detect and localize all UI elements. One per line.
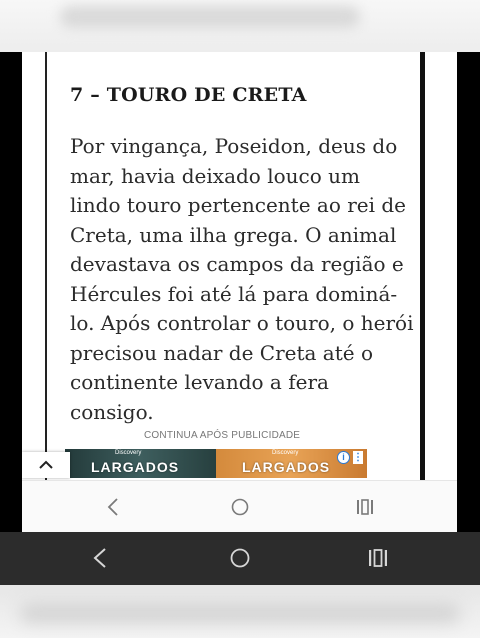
blurred-top-background bbox=[0, 0, 480, 52]
phone-screen bbox=[22, 52, 457, 532]
article-column bbox=[45, 52, 425, 480]
home-icon bbox=[231, 498, 249, 516]
section-heading: 7 – TOURO DE CRETA bbox=[70, 84, 307, 106]
chevron-up-icon bbox=[39, 460, 53, 470]
ad-left-panel[interactable] bbox=[65, 449, 216, 478]
ad-info-icon[interactable]: i bbox=[337, 451, 350, 464]
inner-recents-button[interactable] bbox=[335, 481, 395, 532]
outer-navigation-bar bbox=[0, 532, 480, 585]
scroll-to-top-button[interactable] bbox=[22, 452, 70, 478]
ad-right-brand: Discovery bbox=[272, 450, 299, 456]
ad-menu-icon[interactable]: ⋮ bbox=[353, 452, 363, 463]
ad-left-brand: Discovery bbox=[115, 450, 142, 456]
back-icon bbox=[107, 498, 119, 516]
phone-frame-right bbox=[457, 52, 480, 532]
ad-right-title: LARGADOS bbox=[242, 459, 331, 475]
ad-continue-label: CONTINUA APÓS PUBLICIDADE bbox=[144, 430, 301, 441]
inner-navigation-bar bbox=[22, 480, 457, 532]
ad-banner[interactable] bbox=[65, 449, 367, 478]
phone-frame-left bbox=[0, 52, 22, 532]
recents-icon bbox=[368, 549, 388, 567]
ad-left-title: LARGADOS bbox=[91, 459, 180, 475]
recents-icon bbox=[356, 499, 374, 515]
blurred-bottom-background bbox=[0, 585, 480, 638]
outer-recents-button[interactable] bbox=[348, 532, 408, 584]
outer-back-button[interactable] bbox=[70, 532, 130, 584]
article-paragraph: Por vingança, Poseidon, deus do mar, havia deixado louco um lindo touro pertencente ao rei de Creta, uma ilha grega. O animal devastava os campos da região e Hércules foi até lá para dominá-lo. Após controlar o touro, o herói precisou nadar de Creta até o continente levando a fera consigo. bbox=[70, 134, 414, 424]
inner-home-button[interactable] bbox=[210, 481, 270, 532]
inner-back-button[interactable] bbox=[83, 481, 143, 532]
outer-home-button[interactable] bbox=[210, 532, 270, 584]
back-icon bbox=[93, 548, 107, 568]
home-icon bbox=[230, 548, 250, 568]
